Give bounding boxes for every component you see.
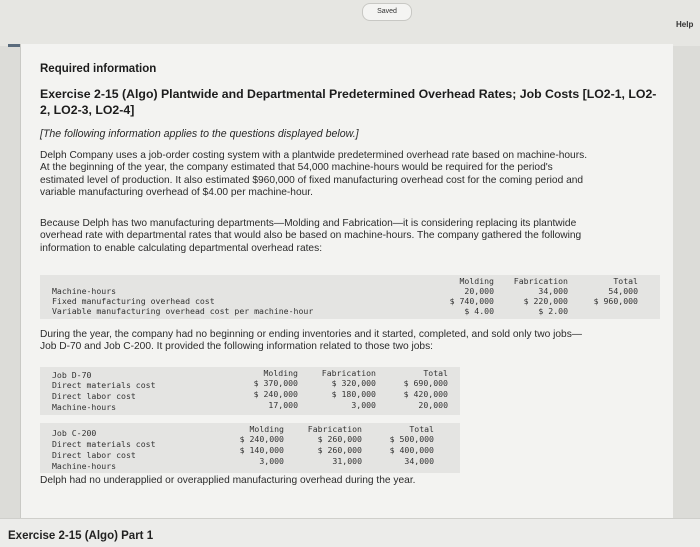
dept-row-label: Fixed manufacturing overhead cost xyxy=(52,296,215,306)
c200-cell: $ 260,000 xyxy=(317,445,362,455)
d70-cell: $ 320,000 xyxy=(331,378,376,388)
dept-cell: 54,000 xyxy=(608,286,638,296)
d70-cell: 3,000 xyxy=(351,400,376,410)
part-1-heading[interactable]: Exercise 2-15 (Algo) Part 1 xyxy=(8,530,154,542)
dept-row-label: Machine-hours xyxy=(52,286,117,296)
jobs-line: Job D-70 and Job C-200. It provided the following information related to those two jobs: xyxy=(40,341,434,353)
c200-header-molding: Molding xyxy=(249,424,284,434)
c200-cell: 3,000 xyxy=(259,456,284,466)
d70-cell: 20,000 xyxy=(418,400,448,410)
d70-cell: 17,000 xyxy=(268,400,298,410)
c200-cell: $ 140,000 xyxy=(239,445,284,455)
c200-cell: $ 240,000 xyxy=(239,434,284,444)
c200-cell: $ 500,000 xyxy=(389,434,434,444)
d70-cell: $ 240,000 xyxy=(253,389,298,399)
dept-header-molding: Molding xyxy=(459,276,494,286)
applies-note: [The following information applies to the questions displayed below.] xyxy=(40,128,359,140)
dept-cell: 34,000 xyxy=(538,286,568,296)
c200-cell: $ 400,000 xyxy=(389,445,434,455)
intro-line: estimated level of production. It also estimated $960,000 of fixed manufacturing overhead cost for the coming period and xyxy=(40,174,584,186)
c200-header-fabrication: Fabrication xyxy=(307,424,362,434)
dept-cell: $ 2.00 xyxy=(538,306,568,316)
d70-cell: $ 370,000 xyxy=(253,378,298,388)
d70-header-molding: Molding xyxy=(263,368,298,378)
d70-header-fabrication: Fabrication xyxy=(321,368,376,378)
departments-line: information to enable calculating departmental overhead rates: xyxy=(40,242,323,254)
d70-row-label: Direct labor cost xyxy=(52,391,136,401)
c200-cell: $ 260,000 xyxy=(317,434,362,444)
d70-cell: $ 420,000 xyxy=(403,389,448,399)
dept-cell: $ 740,000 xyxy=(449,296,494,306)
intro-paragraph xyxy=(40,150,666,199)
exercise-title xyxy=(40,86,670,118)
d70-header-total: Total xyxy=(423,368,448,378)
d70-cell: $ 180,000 xyxy=(331,389,376,399)
overhead-note: Delph had no underapplied or overapplied manufacturing overhead during the year. xyxy=(40,475,416,486)
saved-status: Saved xyxy=(362,3,412,21)
c200-row-label: Direct labor cost xyxy=(52,450,136,460)
dept-cell: 20,000 xyxy=(464,286,494,296)
c200-cell: 31,000 xyxy=(332,456,362,466)
exercise-title-line-2: 2, LO2-3, LO2-4] xyxy=(40,103,135,117)
jobs-line: During the year, the company had no beginning or ending inventories and it started, completed, and sold only two jobs— xyxy=(40,329,582,340)
required-information-heading: Required information xyxy=(40,63,157,75)
top-bar xyxy=(0,0,700,46)
intro-line: variable manufacturing overhead of $4.00 per machine-hour. xyxy=(40,186,313,198)
departments-line: overhead rate with departmental rates that would also be based on machine-hours. The company gathered the following xyxy=(40,230,582,242)
dept-header-total: Total xyxy=(613,276,638,286)
job-d70-title: Job D-70 xyxy=(52,370,92,380)
c200-header-total: Total xyxy=(409,424,434,434)
departments-paragraph xyxy=(40,218,666,255)
departments-line: Because Delph has two manufacturing departments—Molding and Fabrication—it is considering replacing its plantwide xyxy=(40,218,577,229)
d70-cell: $ 690,000 xyxy=(403,378,448,388)
dept-cell: $ 220,000 xyxy=(523,296,568,306)
jobs-paragraph xyxy=(40,329,666,354)
job-c200-title: Job C-200 xyxy=(52,428,97,438)
dept-cell: $ 4.00 xyxy=(464,306,494,316)
c200-row-label: Machine-hours xyxy=(52,461,117,471)
d70-row-label: Direct materials cost xyxy=(52,380,156,390)
dept-row-label: Variable manufacturing overhead cost per machine-hour xyxy=(52,306,314,316)
intro-line: Delph Company uses a job-order costing system with a plantwide predetermined overhead rate based on machine-hours. xyxy=(40,150,588,161)
d70-row-label: Machine-hours xyxy=(52,402,117,412)
dept-cell: $ 960,000 xyxy=(593,296,638,306)
help-link[interactable]: Help xyxy=(676,20,694,29)
c200-row-label: Direct materials cost xyxy=(52,439,156,449)
intro-line: At the beginning of the year, the company estimated that 54,000 machine-hours would be required for the period's xyxy=(40,162,553,174)
exercise-title-line-1: Exercise 2-15 (Algo) Plantwide and Departmental Predetermined Overhead Rates; Job Costs [LO2-1, LO2- xyxy=(40,87,657,101)
dept-header-fabrication: Fabrication xyxy=(513,276,568,286)
c200-cell: 34,000 xyxy=(404,456,434,466)
